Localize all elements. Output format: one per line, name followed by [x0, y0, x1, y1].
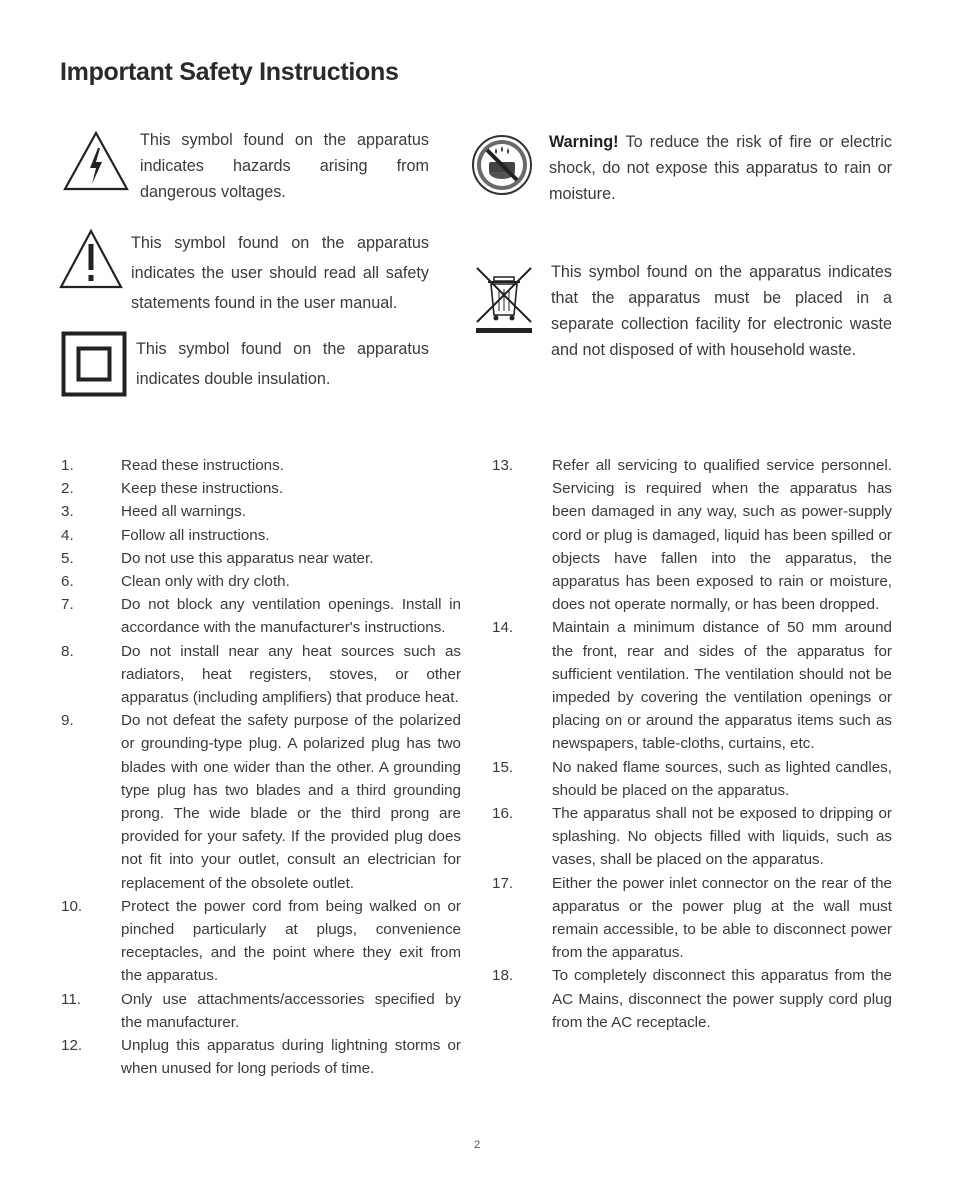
instruction-text: The apparatus shall not be exposed to dripping or splashing. No objects filled with liquids, such as vases, shall be placed on the apparatus.	[552, 805, 892, 869]
lightning-triangle-icon	[62, 130, 130, 197]
water-warning-text	[549, 129, 892, 207]
instruction-number: 14.	[492, 619, 514, 637]
instruction-text: Do not defeat the safety purpose of the polarized or grounding-type plug. A polarized plug has two blades with one wider than the other. A grounding type plug has two blades and a third grounding prong. The wide blade or the third prong are provided for your safety. If the provided plug does not fit into your outlet, consult an electrician for replacement of the obsolete outlet.	[121, 712, 461, 892]
read-symbol-description: This symbol found on the apparatus indicates the user should read all safety statements found in the user manual.	[131, 234, 429, 312]
instruction-text: Protect the power cord from being walked on or pinched particularly at plugs, convenience receptacles, and the point where they exit from the apparatus.	[121, 897, 461, 985]
insulation-symbol-description: This symbol found on the apparatus indicates double insulation.	[136, 340, 429, 388]
instruction-item	[61, 547, 461, 570]
instruction-number: 5.	[61, 549, 74, 567]
instruction-item	[492, 802, 892, 872]
double-square-icon	[61, 331, 127, 402]
instruction-number: 8.	[61, 642, 74, 660]
crossed-bin-icon	[474, 265, 534, 340]
instruction-item	[492, 964, 892, 1034]
weee-symbol-description: This symbol found on the apparatus indicates that the apparatus must be placed in a separate collection facility for electronic waste and not disposed of with household waste.	[551, 263, 892, 359]
instruction-item	[61, 454, 461, 477]
exclamation-triangle-icon	[58, 228, 124, 295]
instruction-item	[61, 570, 461, 593]
instruction-text: Only use attachments/accessories specified by the manufacturer.	[121, 990, 461, 1031]
no-water-icon	[471, 134, 533, 201]
instruction-item	[61, 1034, 461, 1080]
instruction-text: Maintain a minimum distance of 50 mm around the front, rear and sides of the apparatus for sufficient ventilation. The ventilation should not be impeded by covering the ventilation openings or placing on or around the apparatus items such as newspapers, table-cloths, curtains, etc.	[552, 619, 892, 753]
instruction-item	[61, 477, 461, 500]
instruction-item	[492, 756, 892, 802]
instruction-text: Heed all warnings.	[121, 503, 246, 521]
instruction-number: 6.	[61, 573, 74, 591]
instruction-number: 7.	[61, 596, 74, 614]
instruction-number: 3.	[61, 503, 74, 521]
warning-label: Warning!	[549, 133, 619, 151]
instructions-list-left	[61, 454, 461, 1080]
instruction-number: 9.	[61, 712, 74, 730]
instruction-number: 4.	[61, 526, 74, 544]
instruction-text: Either the power inlet connector on the rear of the apparatus or the power plug at the wall must remain accessible, to be able to disconnect power from the apparatus.	[552, 874, 892, 962]
instruction-number: 13.	[492, 457, 514, 474]
instruction-item	[492, 616, 892, 755]
instruction-text: To completely disconnect this apparatus from the AC Mains, disconnect the power supply cord plug from the AC receptacle.	[552, 967, 892, 1031]
instruction-item	[61, 640, 461, 710]
page-number: 2	[473, 1139, 481, 1151]
instruction-text: Do not block any ventilation openings. Install in accordance with the manufacturer's instructions.	[121, 596, 461, 637]
instruction-text: Keep these instructions.	[121, 480, 284, 498]
instruction-item	[61, 500, 461, 523]
voltage-symbol-description: This symbol found on the apparatus indicates hazards arising from dangerous voltages.	[140, 131, 429, 201]
instruction-text: Read these instructions.	[121, 457, 284, 474]
instructions-list-right	[492, 454, 892, 1034]
instruction-item	[61, 593, 461, 639]
instruction-number: 2.	[61, 480, 74, 498]
warning-description: To reduce the risk of fire or electric shock, do not expose this apparatus to rain or moisture.	[549, 133, 892, 203]
instruction-number: 15.	[492, 758, 514, 776]
instruction-item	[492, 872, 892, 965]
instruction-item	[61, 895, 461, 988]
instruction-text: Unplug this apparatus during lightning storms or when unused for long periods of time.	[121, 1037, 461, 1078]
instruction-number: 12.	[61, 1037, 83, 1055]
instruction-text: Refer all servicing to qualified service personnel. Servicing is required when the apparatus has been damaged in any way, such as power-supply cord or plug is damaged, liquid has been spilled or objects have fallen into the apparatus, the apparatus has been exposed to rain or moisture, does not operate normally, or has been dropped.	[552, 457, 892, 614]
instruction-text: Clean only with dry cloth.	[121, 573, 290, 591]
instruction-number: 10.	[61, 897, 83, 915]
instruction-number: 11.	[61, 990, 81, 1008]
instruction-number: 1.	[61, 457, 74, 474]
instruction-item	[61, 524, 461, 547]
instruction-item	[61, 709, 461, 895]
instruction-item	[61, 988, 461, 1034]
instruction-text: Follow all instructions.	[121, 526, 270, 544]
instruction-number: 17.	[492, 874, 514, 892]
instruction-text: Do not install near any heat sources such as radiators, heat registers, stoves, or other apparatus (including amplifiers) that produce heat.	[121, 642, 461, 707]
instruction-text: No naked flame sources, such as lighted candles, should be placed on the apparatus.	[552, 758, 892, 799]
instruction-item	[492, 454, 892, 616]
page-title: Important Safety Instructions	[60, 58, 399, 86]
instruction-text: Do not use this apparatus near water.	[121, 549, 374, 567]
instruction-number: 16.	[492, 805, 514, 823]
instruction-number: 18.	[492, 967, 514, 985]
